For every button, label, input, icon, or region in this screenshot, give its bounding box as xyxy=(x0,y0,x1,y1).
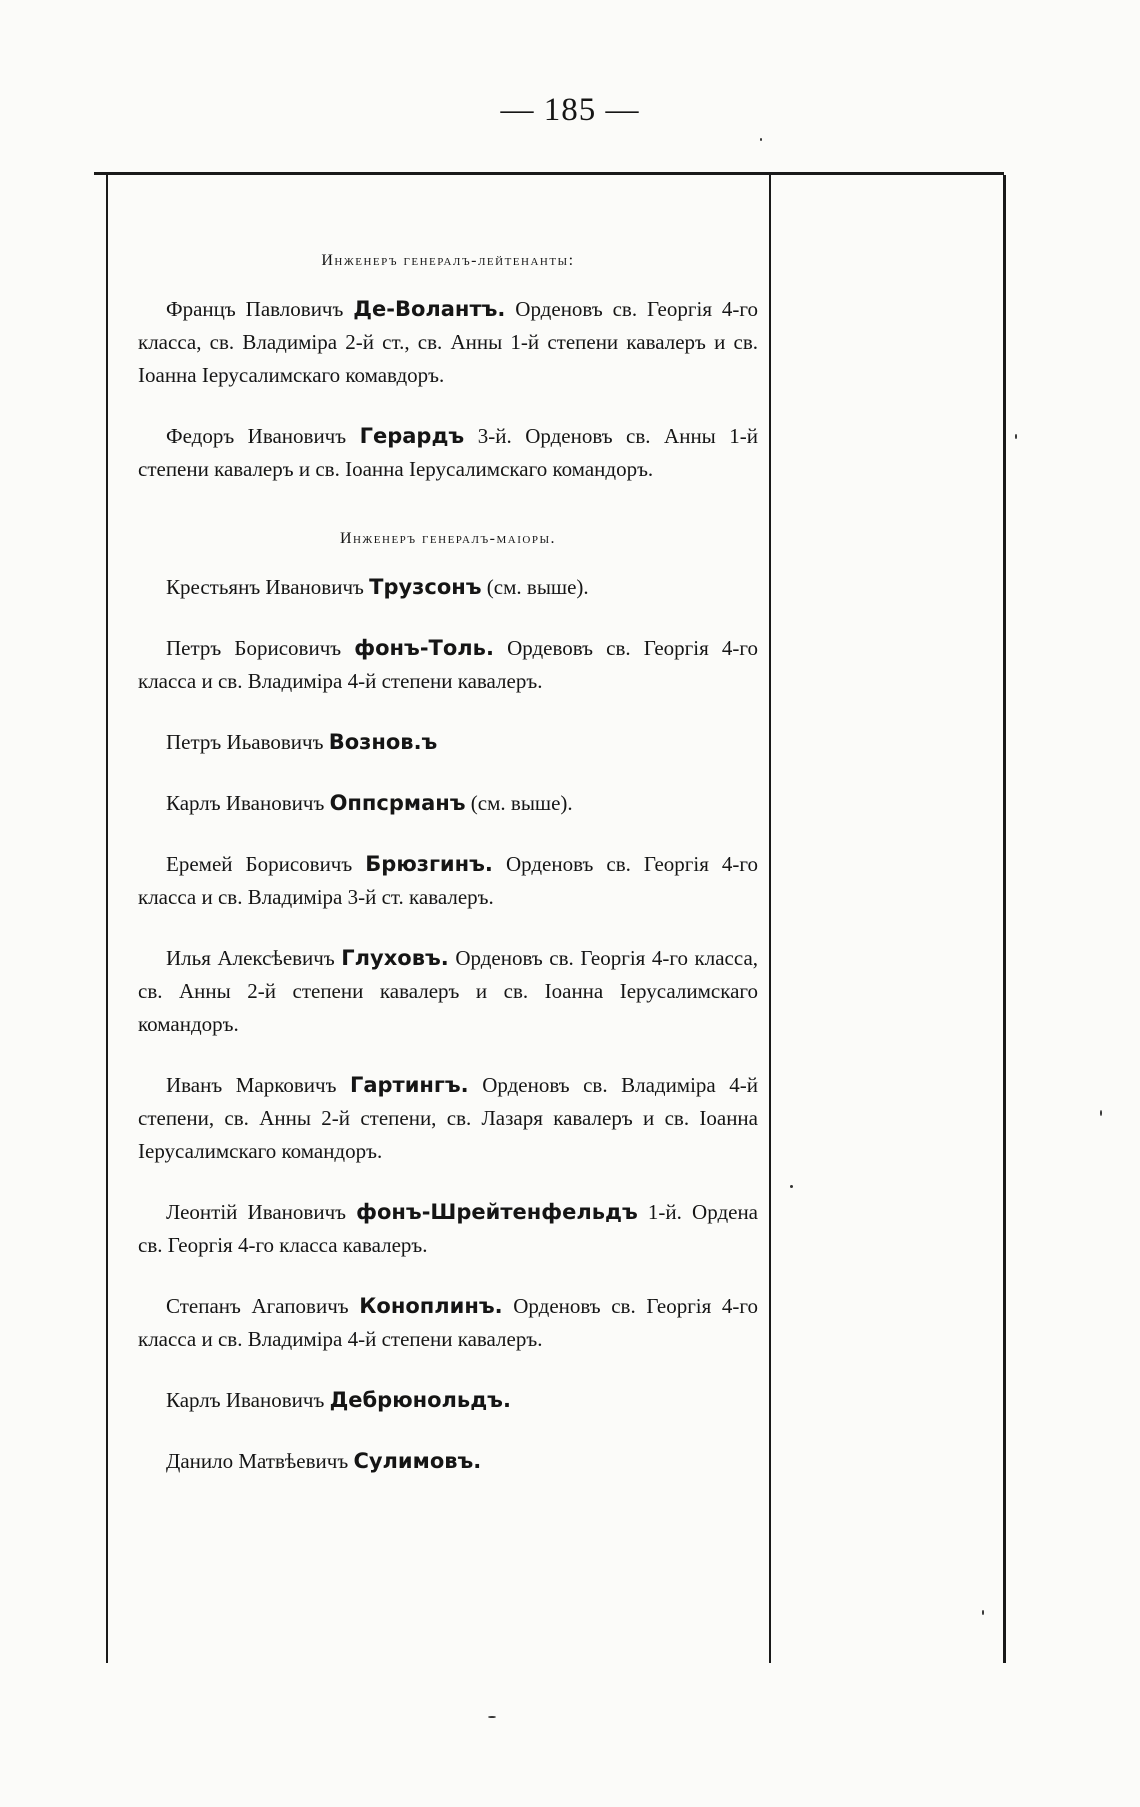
print-speck xyxy=(790,1185,793,1188)
person-description: Ордевовъ св. Георгія 4-го класса и св. Владиміра 4-й степени кавалеръ. xyxy=(138,636,759,693)
person-entry xyxy=(138,293,758,392)
person-name: Федоръ Ивановичъ xyxy=(166,424,347,448)
page-number: — 185 — xyxy=(500,92,640,128)
person-description: (см. выше). xyxy=(486,575,589,599)
person-name: Петръ Иьавовичъ xyxy=(166,730,324,754)
person-name: Иванъ Марковичъ xyxy=(166,1073,337,1097)
person-description: Орденовъ св. Георгія 4-го класса, св. Владиміра 2-й ст., св. Анны 1-й степени кавалеръ и св. Іоанна Іерусалимскаго комавдоръ. xyxy=(138,297,758,387)
person-description: 1-й. Ордена св. Георгія 4-го класса кавалеръ. xyxy=(138,1200,759,1257)
person-entry xyxy=(138,1384,758,1417)
left-column-rule xyxy=(106,175,108,1663)
person-description: 3-й. Орденовъ св. Анны 1-й степени кавалеръ и св. Іоанна Іерусалимскаго командоръ. xyxy=(138,424,759,481)
person-description: Орденовъ св. Георгія 4-го класса, св. Анны 2-й степени кавалеръ и св. Іоанна Іерусалимскаго командоръ. xyxy=(138,946,759,1036)
person-entry xyxy=(138,1196,758,1262)
person-surname: Брюзгинъ. xyxy=(365,852,493,876)
person-entry xyxy=(138,632,758,698)
person-surname: фонъ-Толь. xyxy=(354,636,494,660)
print-speck xyxy=(760,138,762,141)
person-description: Орденовъ св. Георгія 4-го класса и св. Владиміра 4-й степени кавалеръ. xyxy=(138,1294,758,1351)
person-name: Карлъ Ивановичъ xyxy=(166,1388,325,1412)
page-content xyxy=(138,244,758,1506)
person-name: Илья Алексѣевичъ xyxy=(166,946,335,970)
print-speck xyxy=(1015,434,1017,439)
person-entry xyxy=(138,1445,758,1478)
person-name: Еремей Борисовичъ xyxy=(166,852,353,876)
print-speck xyxy=(1100,1110,1102,1116)
person-entry xyxy=(138,1290,758,1356)
person-description: (см. выше). xyxy=(470,791,573,815)
right-column-rule xyxy=(1003,175,1006,1663)
person-surname: Сулимовъ. xyxy=(353,1449,482,1473)
person-entry xyxy=(138,942,758,1041)
person-name: Крестьянъ Ивановичъ xyxy=(166,575,364,599)
top-rule xyxy=(94,172,1004,175)
person-entry xyxy=(138,848,758,914)
section-heading: Инженеръ генералъ-маіоры. xyxy=(339,530,557,547)
person-description: Орденовъ св. Владиміра 4-й степени, св. Анны 2-й степени, св. Лазаря кавалеръ и св. Іоанна Іерусалимскаго командоръ. xyxy=(138,1073,758,1163)
person-name: Карлъ Ивановичъ xyxy=(166,791,325,815)
person-surname: Де-Волантъ. xyxy=(353,297,506,321)
person-name: Степанъ Агаповичъ xyxy=(166,1294,349,1318)
middle-column-rule xyxy=(769,175,771,1663)
person-name: Данило Матвѣевичъ xyxy=(166,1449,349,1473)
person-entry xyxy=(138,726,758,759)
print-speck xyxy=(982,1610,984,1615)
person-entry xyxy=(138,420,758,486)
person-name: Францъ Павловичъ xyxy=(166,297,344,321)
person-surname: Трузсонъ xyxy=(369,575,482,599)
person-entry xyxy=(138,571,758,604)
person-surname: Глуховъ. xyxy=(341,946,449,970)
person-surname: Оппсрманъ xyxy=(329,791,466,815)
person-entry xyxy=(138,787,758,820)
person-surname: Герардъ xyxy=(359,424,465,448)
person-name: Петръ Борисовичъ xyxy=(166,636,342,660)
person-surname: Гартингъ. xyxy=(349,1073,469,1097)
person-name: Леонтій Ивановичъ xyxy=(166,1200,346,1224)
print-speck xyxy=(488,1716,496,1718)
person-surname: Дебрюнольдъ. xyxy=(329,1388,511,1412)
section-heading: Инженеръ генералъ-лейтенанты: xyxy=(321,252,575,269)
person-surname: фонъ-Шрейтенфельдъ xyxy=(356,1200,638,1224)
person-surname: Вознов.ъ xyxy=(328,730,438,754)
person-description: Орденовъ св. Георгія 4-го класса и св. Владиміра 3-й ст. кавалеръ. xyxy=(138,852,758,909)
person-entry xyxy=(138,1069,758,1168)
person-surname: Коноплинъ. xyxy=(359,1294,503,1318)
